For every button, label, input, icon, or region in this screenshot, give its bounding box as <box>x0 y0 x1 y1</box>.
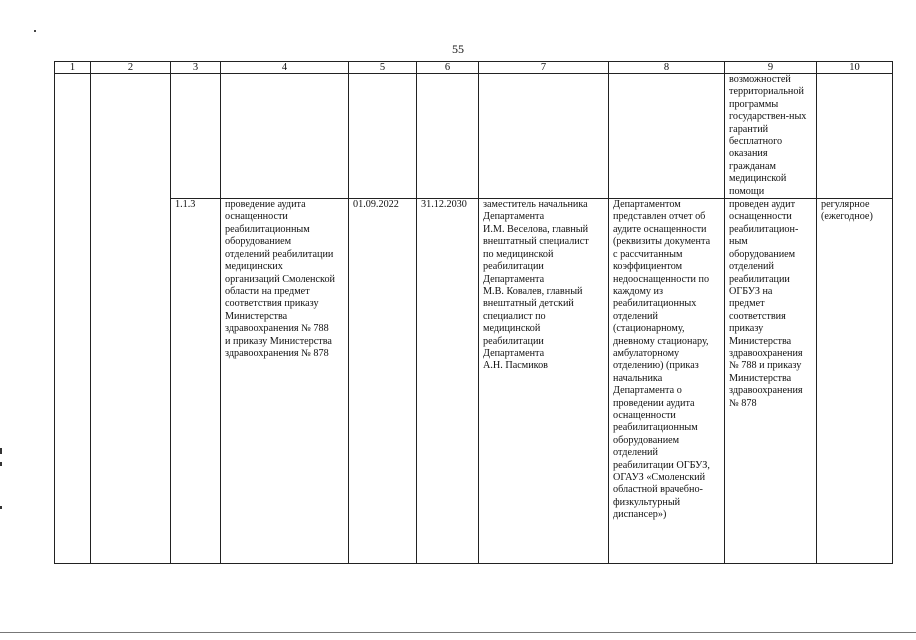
cell-periodicity: регулярное (ежегодное) <box>817 199 893 564</box>
header-col-8: 8 <box>609 62 725 74</box>
header-col-9: 9 <box>725 62 817 74</box>
cell-cont-col-10 <box>817 74 893 199</box>
header-col-10: 10 <box>817 62 893 74</box>
cell-event-description: проведение аудита оснащенности реабилитационным оборудованием отделений реабилитации медицинских организаций Смоленской области на предмет соответствия приказу Министерства здравоохранения № 788 и приказу Министерства здравоохранения № 878 <box>221 199 349 564</box>
cell-characteristic: Департаментом представлен отчет об аудите оснащенности (реквизиты документа с рассчитанным коэффициентом недооснащенности по каждому из реабилитационных отделений (стационарному, дневному стационару, амбулаторному отделению) (приказ начальника Департамента о проведении аудита оснащенности реабилитационным оборудованием отделений реабилитации ОГБУЗ, ОГАУЗ «Смоленский областной врачебно- физкультурный диспансер») <box>609 199 725 564</box>
cell-cont-col-5 <box>349 74 417 199</box>
cell-col-1 <box>55 74 91 564</box>
header-col-6: 6 <box>417 62 479 74</box>
page-bottom-edge <box>0 632 916 633</box>
header-row <box>55 62 893 74</box>
cell-cont-col-4 <box>221 74 349 199</box>
header-col-2: 2 <box>91 62 171 74</box>
cell-cont-col-6 <box>417 74 479 199</box>
cell-col-2 <box>91 74 171 564</box>
header-col-7: 7 <box>479 62 609 74</box>
header-col-1: 1 <box>55 62 91 74</box>
cell-result: проведен аудит оснащенности реабилитацион- ным оборудованием отделений реабилитации ОГБУЗ на предмет соответствия приказу Министерства здравоохранения № 788 и приказу Министерства здравоохранения № 878 <box>725 199 817 564</box>
scan-edge-mark <box>0 506 2 509</box>
cell-cont-col-8 <box>609 74 725 199</box>
cell-cont-col-9: возможностей территориальной программы государствен-ных гарантий бесплатного оказания гражданам медицинской помощи <box>725 74 817 199</box>
scan-edge-mark <box>0 448 2 454</box>
cell-cont-col-7 <box>479 74 609 199</box>
page-number: 55 <box>452 42 464 56</box>
header-col-3: 3 <box>171 62 221 74</box>
header-col-5: 5 <box>349 62 417 74</box>
scan-speck <box>34 30 36 32</box>
plan-table <box>54 61 893 564</box>
table-row-1-1-3 <box>55 199 893 564</box>
scan-edge-mark <box>0 462 2 466</box>
cell-end-date: 31.12.2030 <box>417 199 479 564</box>
table-row-continuation <box>55 74 893 199</box>
cell-item-number: 1.1.3 <box>171 199 221 564</box>
cell-cont-col-3 <box>171 74 221 199</box>
cell-responsible: заместитель начальника Департамента И.М. Веселова, главный внештатный специалист по медицинской реабилитации Департамента М.В. Ковалев, главный внештатный детский специалист по медицинской реабилитации Департамента А.Н. Пасмиков <box>479 199 609 564</box>
header-col-4: 4 <box>221 62 349 74</box>
cell-start-date: 01.09.2022 <box>349 199 417 564</box>
